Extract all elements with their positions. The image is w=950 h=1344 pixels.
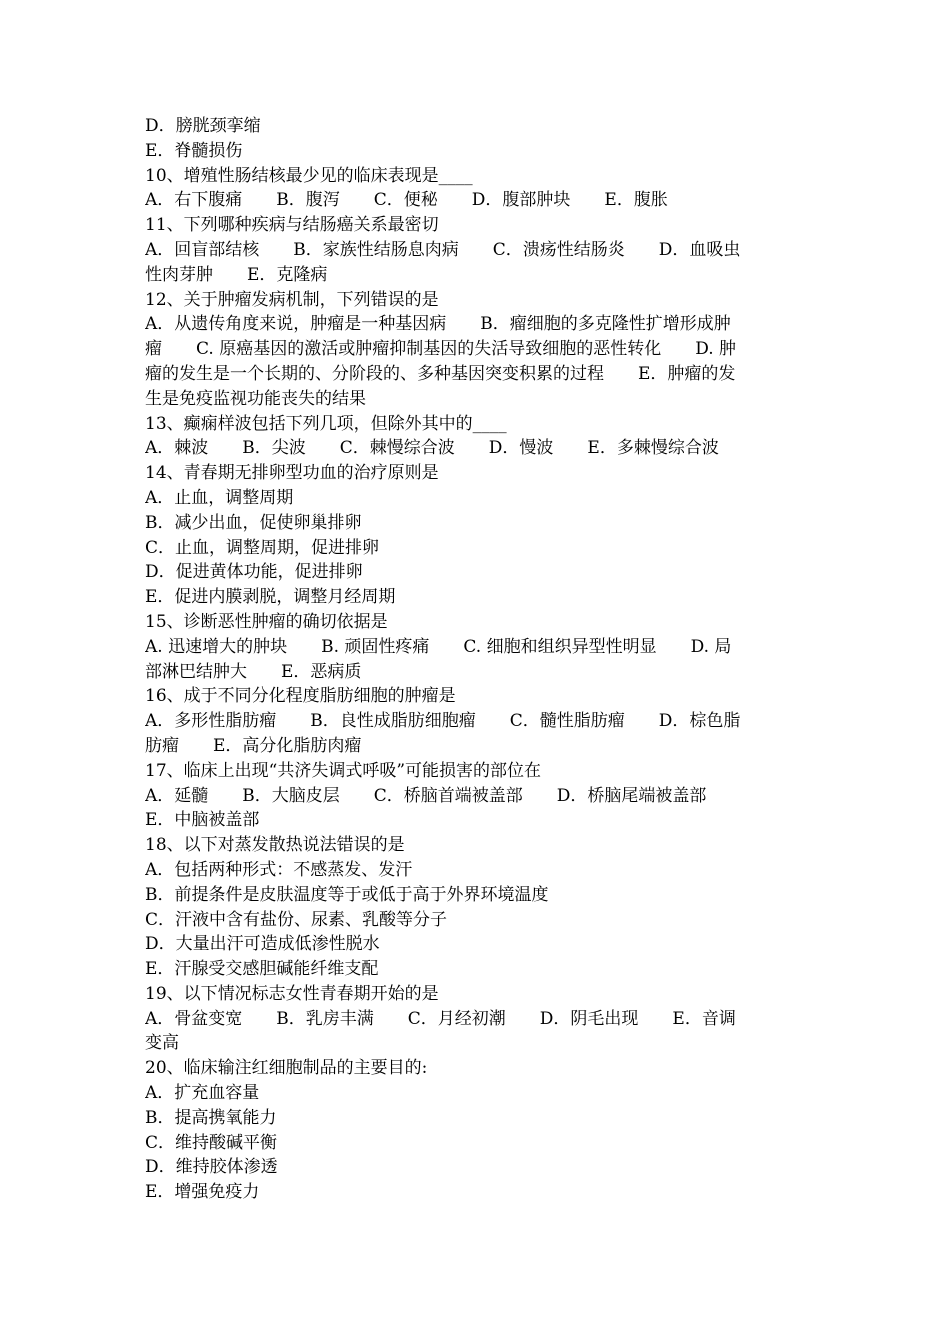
options-line: A．从遗传角度来说，肿瘤是一种基因病 B．瘤细胞的多克隆性扩增形成肿: [145, 314, 731, 335]
option-c: C．止血，调整周期，促进排卵: [145, 537, 380, 558]
options-line: 部淋巴结肿大 E．恶病质: [145, 661, 362, 682]
options-line: 生是免疫监视功能丧失的结果: [145, 388, 366, 409]
question-20: 20、临床输注红细胞制品的主要目的:: [145, 1058, 428, 1079]
options-line: 肪瘤 E．高分化脂肪肉瘤: [145, 735, 362, 756]
option-d: D．促进黄体功能，促进排卵: [145, 562, 363, 583]
text-line: E．脊髓损伤: [145, 140, 243, 161]
question-17: 17、临床上出现“共济失调式呼吸”可能损害的部位在: [145, 760, 542, 781]
option-b: B．减少出血，促使卵巢排卵: [145, 512, 362, 533]
question-list: [145, 114, 807, 1205]
question-11: 11、下列哪种疾病与结肠癌关系最密切: [145, 215, 439, 236]
options-line: 性肉芽肿 E．克隆病: [145, 264, 328, 285]
question-13: 13、癫痫样波包括下列几项，但除外其中的____: [145, 413, 507, 434]
question-15: 15、诊断恶性肿瘤的确切依据是: [145, 611, 388, 632]
option-e: E．增强免疫力: [145, 1182, 260, 1203]
options-line: 瘤的发生是一个长期的、分阶段的、多种基因突变积累的过程 E．肿瘤的发: [145, 363, 736, 384]
option-b: B．提高携氧能力: [145, 1107, 277, 1128]
option-b: B．前提条件是皮肤温度等于或低于高于外界环境温度: [145, 884, 549, 905]
question-12: 12、关于肿瘤发病机制，下列错误的是: [145, 289, 439, 310]
option-e: E．汗腺受交感胆碱能纤维支配: [145, 959, 379, 980]
option-e: E．促进内膜剥脱，调整月经周期: [145, 587, 396, 608]
option-d: D．大量出汗可造成低渗性脱水: [145, 934, 380, 955]
options-line: A. 迅速增大的肿块 B. 顽固性疼痛 C. 细胞和组织异型性明显 D. 局: [145, 636, 732, 657]
options-line: A．右下腹痛 B．腹泻 C．便秘 D．腹部肿块 E．腹胀: [145, 190, 668, 211]
options-line: A．多形性脂肪瘤 B．良性成脂肪细胞瘤 C．髓性脂肪瘤 D．棕色脂: [145, 711, 741, 732]
option-d: D．维持胶体渗透: [145, 1157, 278, 1178]
options-line: 变高: [145, 1033, 179, 1054]
question-16: 16、成于不同分化程度脂肪细胞的肿瘤是: [145, 686, 456, 707]
option-a: A．止血，调整周期: [145, 487, 294, 508]
question-14: 14、青春期无排卵型功血的治疗原则是: [145, 463, 439, 484]
options-line: A．回盲部结核 B．家族性结肠息肉病 C．溃疡性结肠炎 D．血吸虫: [145, 239, 741, 260]
options-line: A．棘波 B．尖波 C．棘慢综合波 D．慢波 E．多棘慢综合波: [145, 438, 719, 459]
options-line: 瘤 C. 原癌基因的激活或肿瘤抑制基因的失活导致细胞的恶性转化 D. 肿: [145, 339, 737, 360]
option-a: A．扩充血容量: [145, 1083, 260, 1104]
options-line: A．骨盆变宽 B．乳房丰满 C．月经初潮 D．阴毛出现 E．音调: [145, 1008, 736, 1029]
option-c: C．维持酸碱平衡: [145, 1132, 278, 1153]
options-line: E．中脑被盖部: [145, 810, 260, 831]
question-19: 19、以下情况标志女性青春期开始的是: [145, 983, 439, 1004]
options-line: A．延髓 B．大脑皮层 C．桥脑首端被盖部 D．桥脑尾端被盖部: [145, 785, 707, 806]
option-a: A．包括两种形式：不感蒸发、发汗: [145, 859, 413, 880]
question-10: 10、增殖性肠结核最少见的临床表现是____: [145, 165, 473, 186]
question-18: 18、以下对蒸发散热说法错误的是: [145, 835, 405, 856]
text-line: D．膀胱颈挛缩: [145, 116, 261, 136]
option-c: C．汗液中含有盐份、尿素、乳酸等分子: [145, 909, 448, 930]
